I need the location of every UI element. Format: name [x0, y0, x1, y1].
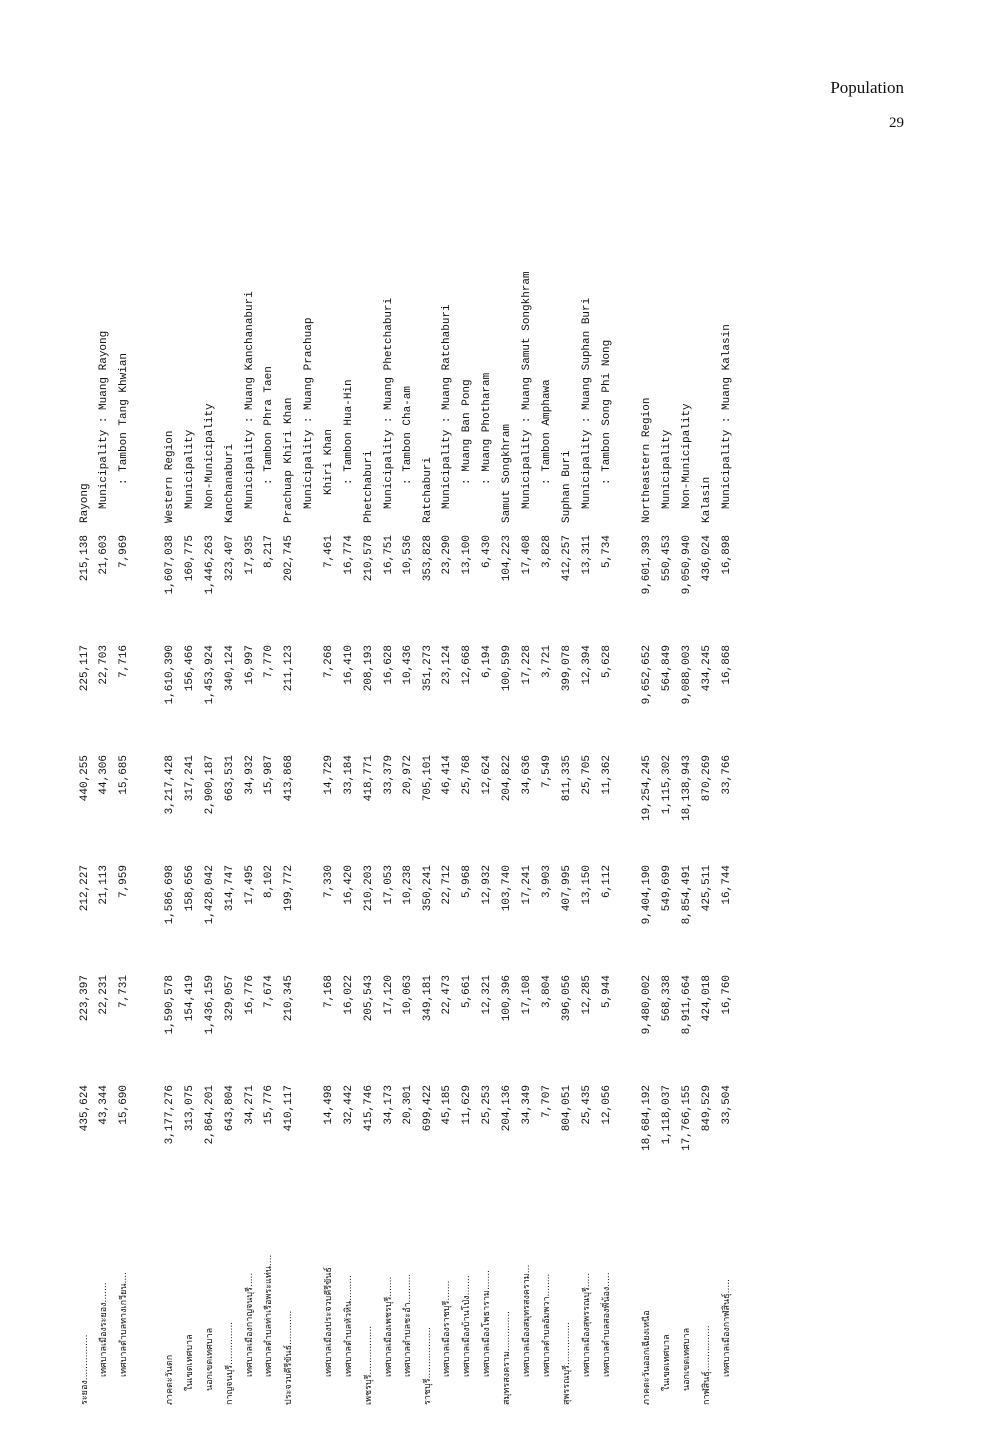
population-value: 329,057 — [224, 975, 236, 1022]
population-value: 45,185 — [441, 1085, 453, 1125]
population-value: 10,238 — [402, 865, 414, 905]
thai-label: กาญจนบุรี............... — [225, 1321, 235, 1405]
population-value: 215,138 — [79, 535, 91, 582]
population-value: 9,601,393 — [641, 535, 653, 595]
population-value: 16,774 — [343, 535, 355, 575]
population-value: 103,740 — [501, 865, 513, 912]
population-value: 13,311 — [581, 535, 593, 575]
population-value: 21,603 — [98, 535, 110, 575]
population-value: 323,407 — [224, 535, 236, 582]
population-value: 14,729 — [323, 755, 335, 795]
population-value: 225,117 — [79, 645, 91, 692]
thai-label: เทศบาลตำบลสองพี่น้อง..... — [602, 1272, 612, 1377]
population-value: 396,056 — [561, 975, 573, 1022]
population-value: 22,712 — [441, 865, 453, 905]
population-value: 10,536 — [402, 535, 414, 575]
population-value: 1,607,038 — [164, 535, 176, 595]
population-value: 5,734 — [601, 535, 613, 569]
table-row — [680, 220, 694, 1405]
table-row — [322, 220, 336, 1405]
population-value: 33,184 — [343, 755, 355, 795]
population-value: 34,349 — [521, 1085, 533, 1125]
population-value: 413,868 — [283, 755, 295, 802]
population-value: 100,599 — [501, 645, 513, 692]
table-row — [540, 220, 554, 1405]
thai-label: เพชรบุรี................. — [364, 1325, 374, 1405]
thai-label: สมุทรสงคราม.............. — [502, 1311, 512, 1405]
population-value: 15,776 — [263, 1085, 275, 1125]
population-value: 12,624 — [481, 755, 493, 795]
population-value: 8,854,491 — [681, 865, 693, 925]
population-value: 18,684,192 — [641, 1085, 653, 1152]
population-value: 849,529 — [701, 1085, 713, 1132]
table-row — [660, 220, 674, 1405]
population-value: 549,699 — [661, 865, 673, 912]
population-value: 11,629 — [461, 1085, 473, 1125]
english-label: Samut Songkhram — [501, 423, 513, 523]
population-value: 3,903 — [541, 865, 553, 899]
population-value: 223,397 — [79, 975, 91, 1022]
population-value: 1,590,578 — [164, 975, 176, 1035]
table-row — [282, 220, 296, 1405]
table-row — [342, 220, 356, 1405]
table-row — [500, 220, 514, 1405]
population-value: 5,661 — [461, 975, 473, 1009]
population-value: 1,118,037 — [661, 1085, 673, 1145]
population-value: 15,685 — [118, 755, 130, 795]
english-label: : Muang Photharam — [481, 372, 493, 485]
population-value: 12,932 — [481, 865, 493, 905]
table-row — [382, 220, 396, 1405]
population-value: 9,404,190 — [641, 865, 653, 925]
population-value: 17,408 — [521, 535, 533, 575]
population-value: 425,511 — [701, 865, 713, 912]
english-label: Western Region — [164, 430, 176, 523]
population-value: 5,944 — [601, 975, 613, 1009]
english-label: : Tambon Cha-am — [402, 385, 414, 485]
population-value: 34,636 — [521, 755, 533, 795]
population-value: 7,959 — [118, 865, 130, 899]
population-value: 43,344 — [98, 1085, 110, 1125]
population-value: 1,428,042 — [204, 865, 216, 925]
english-label: Suphan Buri — [561, 450, 573, 523]
population-value: 643,804 — [224, 1085, 236, 1132]
thai-label: ในเขตเทศบาล — [662, 1334, 672, 1391]
population-value: 199,772 — [283, 865, 295, 912]
thai-label: นอกเขตเทศบาล — [682, 1327, 692, 1391]
table-row — [78, 220, 92, 1405]
population-value: 804,051 — [561, 1085, 573, 1132]
english-label: Municipality : Muang Kanchanaburi — [244, 291, 256, 509]
population-value: 1,586,698 — [164, 865, 176, 925]
population-value: 351,273 — [422, 645, 434, 692]
english-label: Municipality : Muang Rayong — [98, 330, 110, 509]
table-row — [203, 220, 217, 1405]
population-value: 44,306 — [98, 755, 110, 795]
population-value: 158,656 — [184, 865, 196, 912]
population-value: 353,828 — [422, 535, 434, 582]
english-label: Non-Municipality — [204, 403, 216, 509]
english-label: Municipality : Muang Kalasin — [721, 324, 733, 509]
thai-label: เทศบาลเมืองบ้านโป่ง....... — [462, 1275, 472, 1377]
table-row — [440, 220, 454, 1405]
population-value: 160,775 — [184, 535, 196, 582]
population-value: 1,610,390 — [164, 645, 176, 705]
population-value: 25,435 — [581, 1085, 593, 1125]
population-value: 16,628 — [383, 645, 395, 685]
population-value: 15,690 — [118, 1085, 130, 1125]
population-value: 705,101 — [422, 755, 434, 802]
population-value: 204,136 — [501, 1085, 513, 1132]
table-row — [163, 220, 177, 1405]
thai-label: ราชบุรี.................. — [423, 1326, 433, 1405]
thai-label: เทศบาลเมืองโพธาราม....... — [482, 1270, 492, 1377]
population-value: 550,453 — [661, 535, 673, 582]
table-row — [302, 220, 316, 1405]
population-value: 32,442 — [343, 1085, 355, 1125]
population-value: 8,102 — [263, 865, 275, 899]
thai-label: เทศบาลเมืองราชบุรี....... — [442, 1280, 452, 1377]
population-value: 3,721 — [541, 645, 553, 679]
thai-label: เทศบาลเมืองระยอง....... — [99, 1282, 109, 1377]
population-value: 11,362 — [601, 755, 613, 795]
english-label: Rayong — [79, 483, 91, 523]
english-label: Municipality : Muang Samut Songkhram — [521, 271, 533, 509]
population-value: 7,707 — [541, 1085, 553, 1119]
population-value: 314,747 — [224, 865, 236, 912]
english-label: Municipality — [661, 429, 673, 509]
population-value: 22,473 — [441, 975, 453, 1015]
population-value: 210,345 — [283, 975, 295, 1022]
population-value: 7,716 — [118, 645, 130, 679]
english-label: Municipality — [184, 429, 196, 509]
population-value: 16,776 — [244, 975, 256, 1015]
population-value: 1,436,159 — [204, 975, 216, 1035]
population-value: 7,168 — [323, 975, 335, 1009]
population-value: 2,900,187 — [204, 755, 216, 815]
thai-label: เทศบาลเมืองกาญจนบุรี..... — [245, 1272, 255, 1377]
population-value: 16,868 — [721, 645, 733, 685]
population-value: 7,549 — [541, 755, 553, 789]
population-value: 17,241 — [521, 865, 533, 905]
population-value: 16,410 — [343, 645, 355, 685]
english-label: Municipality : Muang Suphan Buri — [581, 297, 593, 509]
population-value: 21,113 — [98, 865, 110, 905]
population-value: 154,419 — [184, 975, 196, 1022]
english-label: : Tambon Song Phi Nong — [601, 339, 613, 485]
population-value: 17,108 — [521, 975, 533, 1015]
population-value: 811,335 — [561, 755, 573, 802]
population-value: 210,203 — [363, 865, 375, 912]
population-value: 3,828 — [541, 535, 553, 569]
english-label: Khiri Khan — [323, 428, 335, 495]
table-row — [97, 220, 111, 1405]
population-table — [60, 220, 800, 1405]
population-value: 410,117 — [283, 1085, 295, 1132]
table-row — [183, 220, 197, 1405]
population-value: 16,420 — [343, 865, 355, 905]
population-value: 13,150 — [581, 865, 593, 905]
population-value: 12,668 — [461, 645, 473, 685]
english-label: Prachuap Khiri Khan — [283, 397, 295, 523]
population-value: 104,223 — [501, 535, 513, 582]
population-value: 3,177,276 — [164, 1085, 176, 1145]
english-label: : Tambon Tang Khwian — [118, 352, 130, 485]
population-value: 25,253 — [481, 1085, 493, 1125]
population-value: 17,495 — [244, 865, 256, 905]
table-row — [600, 220, 614, 1405]
english-label: Northeastern Region — [641, 397, 653, 523]
population-value: 23,290 — [441, 535, 453, 575]
population-value: 10,063 — [402, 975, 414, 1015]
section-title: Population — [830, 78, 904, 97]
population-value: 22,703 — [98, 645, 110, 685]
population-value: 25,768 — [461, 755, 473, 795]
population-value: 156,466 — [184, 645, 196, 692]
population-value: 13,100 — [461, 535, 473, 575]
population-value: 7,461 — [323, 535, 335, 569]
population-value: 22,231 — [98, 975, 110, 1015]
population-value: 33,766 — [721, 755, 733, 795]
english-label: Kanchanaburi — [224, 443, 236, 523]
population-value: 204,822 — [501, 755, 513, 802]
thai-label: เทศบาลเมืองสุพรรณบุรี..... — [582, 1272, 592, 1377]
table-row — [401, 220, 415, 1405]
population-value: 10,436 — [402, 645, 414, 685]
population-value: 340,124 — [224, 645, 236, 692]
english-label: Municipality : Muang Prachuap — [303, 317, 315, 509]
table-row — [580, 220, 594, 1405]
table-row — [640, 220, 654, 1405]
population-value: 17,120 — [383, 975, 395, 1015]
table-row — [223, 220, 237, 1405]
population-value: 6,194 — [481, 645, 493, 679]
population-value: 210,578 — [363, 535, 375, 582]
population-value: 15,987 — [263, 755, 275, 795]
population-value: 7,330 — [323, 865, 335, 899]
population-value: 212,227 — [79, 865, 91, 912]
population-value: 9,480,002 — [641, 975, 653, 1035]
population-value: 16,898 — [721, 535, 733, 575]
population-value: 564,849 — [661, 645, 673, 692]
table-row — [480, 220, 494, 1405]
english-label: : Tambon Hua-Hin — [343, 379, 355, 485]
thai-label: ประจวบคีรีขันธ์............ — [284, 1310, 294, 1405]
population-value: 16,744 — [721, 865, 733, 905]
thai-label: เทศบาลเมืองประจวบคีรีขันธ์ — [324, 1267, 334, 1377]
thai-label: เทศบาลตำบลทางเกวียน.... — [119, 1272, 129, 1377]
population-value: 412,257 — [561, 535, 573, 582]
population-value: 17,935 — [244, 535, 256, 575]
population-value: 568,338 — [661, 975, 673, 1022]
population-value: 23,124 — [441, 645, 453, 685]
population-value: 7,969 — [118, 535, 130, 569]
table-row — [520, 220, 534, 1405]
population-value: 1,115,302 — [661, 755, 673, 815]
population-value: 7,770 — [263, 645, 275, 679]
population-value: 8,911,664 — [681, 975, 693, 1035]
population-value: 1,453,924 — [204, 645, 216, 705]
population-value: 349,181 — [422, 975, 434, 1022]
population-value: 16,751 — [383, 535, 395, 575]
thai-label: เทศบาลตำบลท่าเรือพระแท่น.... — [264, 1254, 274, 1377]
population-value: 46,414 — [441, 755, 453, 795]
english-label: : Muang Ban Pong — [461, 379, 473, 485]
population-value: 12,056 — [601, 1085, 613, 1125]
english-label: Kalasin — [701, 476, 713, 523]
population-value: 8,217 — [263, 535, 275, 569]
population-value: 33,379 — [383, 755, 395, 795]
population-value: 12,285 — [581, 975, 593, 1015]
population-value: 870,269 — [701, 755, 713, 802]
population-value: 18,138,943 — [681, 755, 693, 822]
population-value: 435,624 — [79, 1085, 91, 1132]
population-value: 16,022 — [343, 975, 355, 1015]
thai-label: เทศบาลเมืองสมุทรสงคราม... — [522, 1264, 532, 1377]
table-row — [262, 220, 276, 1405]
population-value: 17,053 — [383, 865, 395, 905]
population-value: 9,050,940 — [681, 535, 693, 595]
population-value: 6,112 — [601, 865, 613, 899]
thai-label: สุพรรณบุรี............... — [562, 1322, 572, 1405]
table-row — [117, 220, 131, 1405]
table-row — [362, 220, 376, 1405]
thai-label: ระยอง................ — [80, 1334, 90, 1405]
table-row — [421, 220, 435, 1405]
thai-label: เทศบาลตำบลหัวหิน......... — [344, 1275, 354, 1377]
population-value: 34,173 — [383, 1085, 395, 1125]
population-value: 3,804 — [541, 975, 553, 1009]
population-value: 7,268 — [323, 645, 335, 679]
population-value: 350,241 — [422, 865, 434, 912]
population-value: 16,760 — [721, 975, 733, 1015]
population-value: 17,766,155 — [681, 1085, 693, 1152]
english-label: : Tambon Phra Taen — [263, 366, 275, 485]
population-value: 2,864,201 — [204, 1085, 216, 1145]
thai-label: ภาคตะวันออกเฉียงเหนือ — [642, 1310, 652, 1405]
population-value: 19,254,245 — [641, 755, 653, 822]
thai-label: ในเขตเทศบาล — [185, 1334, 195, 1391]
population-value: 100,396 — [501, 975, 513, 1022]
table-row — [720, 220, 734, 1405]
population-value: 211,123 — [283, 645, 295, 692]
population-value: 436,024 — [701, 535, 713, 582]
table-row — [243, 220, 257, 1405]
population-value: 415,746 — [363, 1085, 375, 1132]
english-label: Non-Municipality — [681, 403, 693, 509]
population-value: 5,628 — [601, 645, 613, 679]
population-value: 5,968 — [461, 865, 473, 899]
thai-label: นอกเขตเทศบาล — [205, 1327, 215, 1391]
population-value: 25,705 — [581, 755, 593, 795]
population-value: 12,321 — [481, 975, 493, 1015]
population-value: 699,422 — [422, 1085, 434, 1132]
thai-label: กาฬสินธุ์................ — [702, 1325, 712, 1405]
thai-label: เทศบาลเมืองกาฬสินธุ์..... — [722, 1279, 732, 1377]
population-value: 12,394 — [581, 645, 593, 685]
thai-label: เทศบาลตำบลชะอำ.......... — [403, 1273, 413, 1377]
population-value: 7,674 — [263, 975, 275, 1009]
population-value: 205,543 — [363, 975, 375, 1022]
english-label: Municipality : Muang Phetchaburi — [383, 297, 395, 509]
population-value: 9,652,652 — [641, 645, 653, 705]
population-value: 208,193 — [363, 645, 375, 692]
thai-label: ภาคตะวันตก — [165, 1354, 175, 1405]
population-value: 434,245 — [701, 645, 713, 692]
population-value: 20,301 — [402, 1085, 414, 1125]
population-value: 202,745 — [283, 535, 295, 582]
population-value: 16,997 — [244, 645, 256, 685]
population-value: 1,446,263 — [204, 535, 216, 595]
population-value: 17,228 — [521, 645, 533, 685]
table-row — [460, 220, 474, 1405]
population-value: 418,771 — [363, 755, 375, 802]
english-label: Municipality : Muang Ratchaburi — [441, 304, 453, 509]
table-row — [700, 220, 714, 1405]
thai-label: เทศบาลตำบลอัมพวา........ — [542, 1273, 552, 1377]
population-value: 6,430 — [481, 535, 493, 569]
english-label: Phetchaburi — [363, 450, 375, 523]
english-label: : Tambon Amphawa — [541, 379, 553, 485]
page-number: 29 — [889, 115, 904, 131]
population-value: 34,932 — [244, 755, 256, 795]
population-value: 440,255 — [79, 755, 91, 802]
population-value: 20,972 — [402, 755, 414, 795]
english-label: Ratchaburi — [422, 456, 434, 523]
thai-label: เทศบาลเมืองเพชรบุรี....... — [384, 1276, 394, 1377]
population-value: 313,075 — [184, 1085, 196, 1132]
population-value: 34,271 — [244, 1085, 256, 1125]
population-value: 317,241 — [184, 755, 196, 802]
population-value: 14,498 — [323, 1085, 335, 1125]
population-value: 663,531 — [224, 755, 236, 802]
table-row — [560, 220, 574, 1405]
population-value: 424,018 — [701, 975, 713, 1022]
population-value: 9,088,003 — [681, 645, 693, 705]
population-value: 3,217,428 — [164, 755, 176, 815]
population-value: 407,995 — [561, 865, 573, 912]
population-value: 399,078 — [561, 645, 573, 692]
population-value: 33,504 — [721, 1085, 733, 1125]
population-value: 7,731 — [118, 975, 130, 1009]
